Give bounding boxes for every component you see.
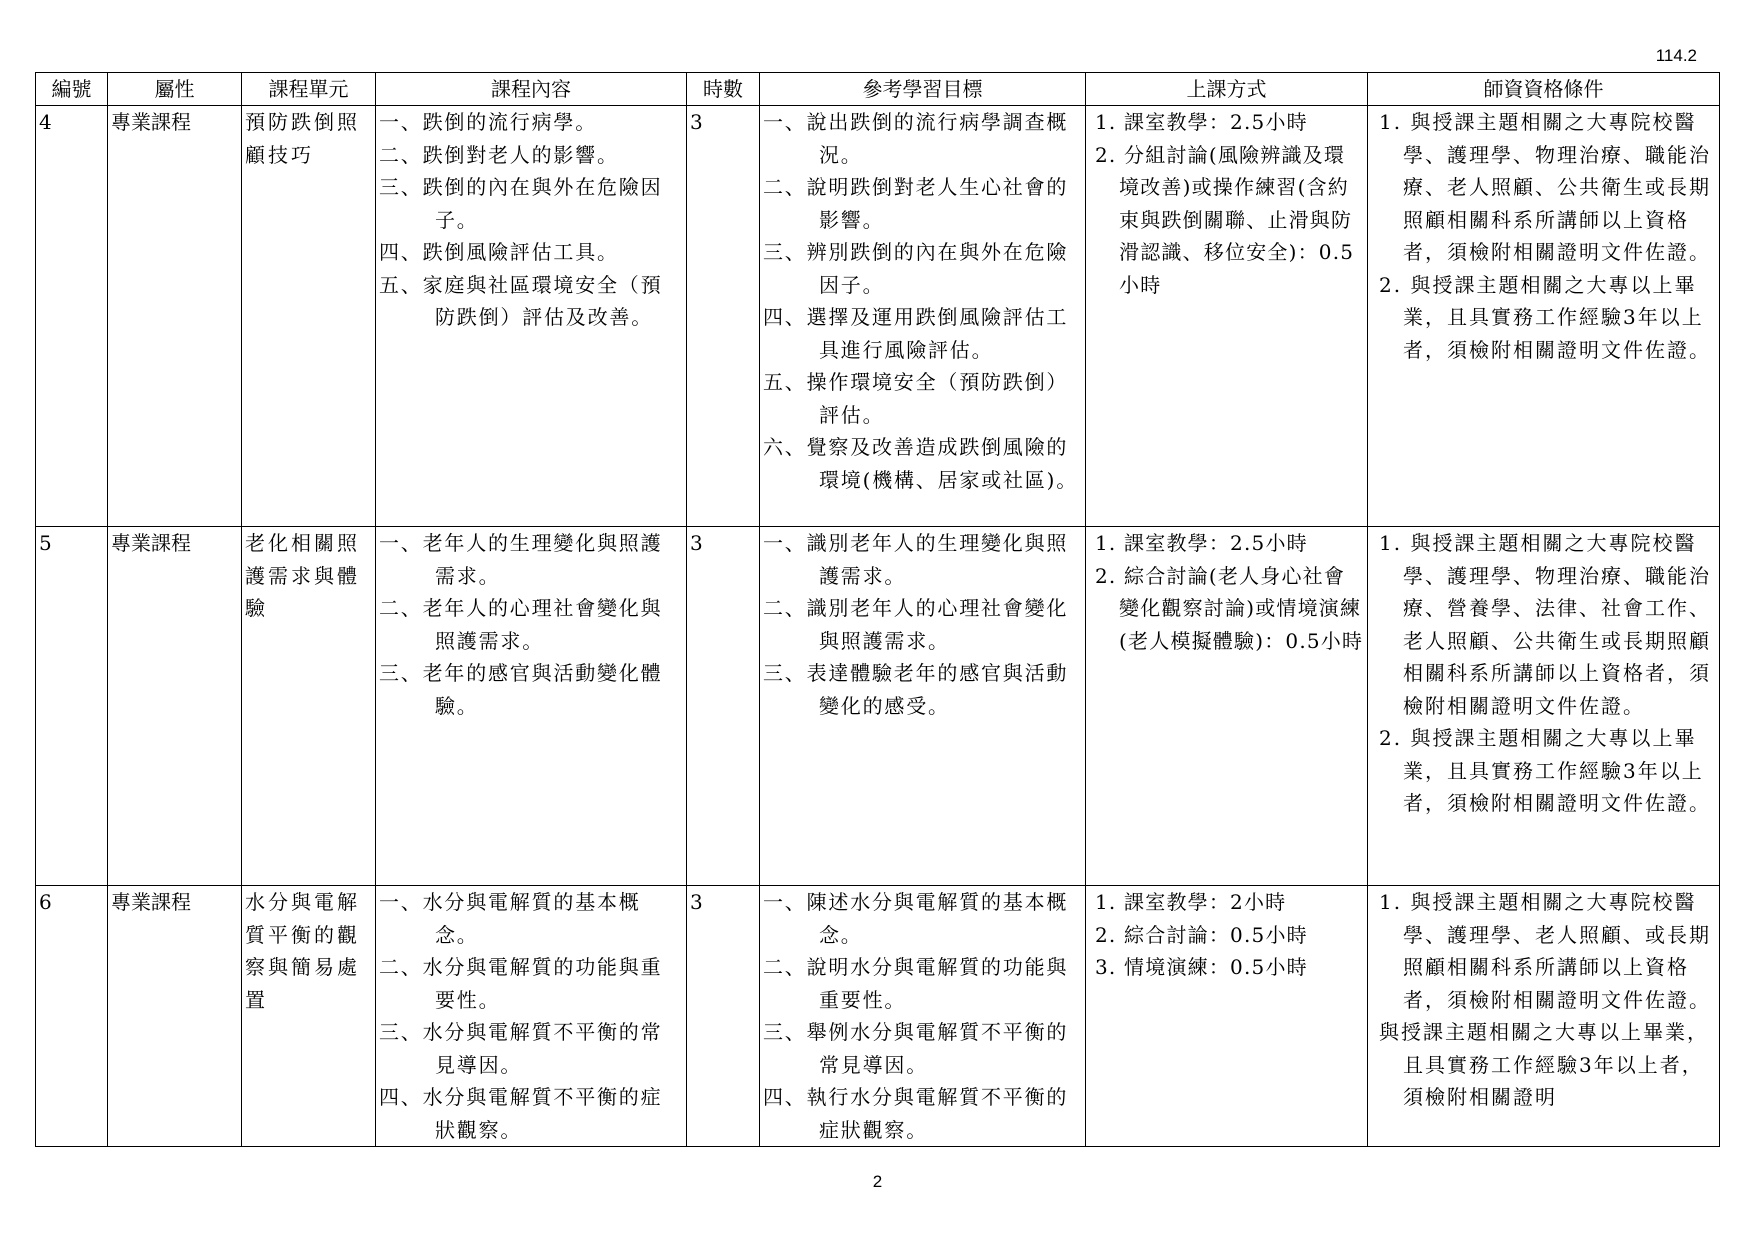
list-item: 三、跌倒的內在與外在危險因子。 [379,175,663,232]
list-item: 2. 綜合討論(老人身心社會變化觀察討論)或情境演練(老人模擬體驗)：0.5小時 [1095,563,1364,653]
list-item: 1. 課室教學：2.5小時 [1095,531,1308,555]
list-item: 1. 與授課主題相關之大專院校醫學、護理學、物理治療、職能治療、老人照顧、公共衛生或長期照顧相關科系所講師以上資格者，須檢附相關證明文件佐證。 [1379,110,1711,264]
row-method [1086,886,1368,1147]
list-item: 2. 分組討論(風險辨識及環境改善)或操作練習(含約束與跌倒關聯、止滑與防滑認識、移位安全)：0.5小時 [1095,142,1355,297]
list-item: 四、水分與電解質不平衡的症狀觀察。 [379,1085,663,1142]
table-row [36,106,1720,527]
list-item: 二、說明跌倒對老人生心社會的影響。 [763,175,1069,232]
row-content [376,106,687,527]
list-item: 2. 與授課主題相關之大專以上畢業，且具實務工作經驗3年以上者，須檢附相關證明文件佐證。 [1379,272,1711,362]
header-unit: 課程單元 [242,73,376,106]
list-item: 六、覺察及改善造成跌倒風險的環境(機構、居家或社區)。 [763,435,1079,492]
header-hours: 時數 [687,73,760,106]
list-item: 四、跌倒風險評估工具。 [379,240,619,264]
header-method: 上課方式 [1086,73,1368,106]
list-item: 一、陳述水分與電解質的基本概念。 [763,890,1069,947]
list-item: 五、操作環境安全（預防跌倒）評估。 [763,370,1069,427]
page-number: 2 [872,1172,883,1191]
header-no: 編號 [36,73,108,106]
list-item: 三、辨別跌倒的內在與外在危險因子。 [763,240,1069,297]
list-item: 1. 課室教學：2小時 [1095,890,1287,914]
course-table [35,72,1720,1147]
list-item: 一、老年人的生理變化與照護需求。 [379,531,663,588]
list-item: 三、水分與電解質不平衡的常見導因。 [379,1020,663,1077]
list-item: 二、水分與電解質的功能與重要性。 [379,955,663,1012]
row-goals [760,886,1086,1147]
list-item: 二、識別老年人的心理社會變化與照護需求。 [763,596,1069,653]
row-attr: 專業課程 [108,106,242,527]
row-hours: 3 [687,106,760,527]
list-item: 與授課主題相關之大專以上畢業，且具實務工作經驗3年以上者，須檢附相關證明 [1379,1020,1709,1109]
row-attr: 專業課程 [108,886,242,1147]
row-content [376,886,687,1147]
list-item: 三、舉例水分與電解質不平衡的常見導因。 [763,1020,1069,1077]
header-goals: 參考學習目標 [760,73,1086,106]
row-content [376,527,687,886]
row-method [1086,527,1368,886]
header-qualification: 師資資格條件 [1368,73,1720,106]
version-label: 114.2 [1655,46,1697,65]
list-item: 二、老年人的心理社會變化與照護需求。 [379,596,663,653]
row-qualification [1368,886,1720,1147]
list-item: 2. 綜合討論：0.5小時 [1095,922,1308,947]
list-item: 四、選擇及運用跌倒風險評估工具進行風險評估。 [763,305,1069,362]
header-content: 課程內容 [376,73,687,106]
list-item: 四、執行水分與電解質不平衡的症狀觀察。 [763,1085,1069,1142]
list-item: 三、老年的感官與活動變化體驗。 [379,661,663,718]
list-item: 一、說出跌倒的流行病學調查概況。 [763,110,1069,167]
table-row [36,527,1720,886]
list-item: 五、家庭與社區環境安全（預防跌倒）評估及改善。 [379,272,663,329]
row-no: 5 [36,527,108,886]
row-goals [760,106,1086,527]
list-item: 1. 課室教學：2.5小時 [1095,110,1308,134]
list-item: 2. 與授課主題相關之大專以上畢業，且具實務工作經驗3年以上者，須檢附相關證明文件佐證。 [1379,726,1711,815]
row-attr: 專業課程 [108,527,242,886]
row-qualification [1368,527,1720,886]
table-row [36,886,1720,1147]
row-method [1086,106,1368,527]
list-item: 二、說明水分與電解質的功能與重要性。 [763,955,1069,1012]
list-item: 1. 與授課主題相關之大專院校醫學、護理學、老人照顧、或長期照顧相關科系所講師以上資格者，須檢附相關證明文件佐證。 [1379,890,1711,1012]
row-hours: 3 [687,527,760,886]
list-item: 一、識別老年人的生理變化與照護需求。 [763,531,1069,588]
list-item: 一、水分與電解質的基本概念。 [379,890,641,947]
list-item: 3. 情境演練：0.5小時 [1095,955,1308,979]
list-item: 1. 與授課主題相關之大專院校醫學、護理學、物理治療、職能治療、營養學、法律、社會工作、老人照顧、公共衛生或長期照顧相關科系所講師以上資格者，須檢附相關證明文件佐證。 [1379,531,1711,718]
row-goals [760,527,1086,886]
row-no: 6 [36,886,108,1147]
list-item: 一、跌倒的流行病學。 [379,110,597,134]
row-qualification [1368,106,1720,527]
table-header-row [36,73,1720,106]
row-hours: 3 [687,886,760,1147]
row-unit: 老化相關照護需求與體驗 [242,527,376,886]
row-no: 4 [36,106,108,527]
header-attr: 屬性 [108,73,242,106]
list-item: 二、跌倒對老人的影響。 [379,142,619,167]
row-unit: 預防跌倒照顧技巧 [242,106,376,527]
list-item: 三、表達體驗老年的感官與活動變化的感受。 [763,661,1069,718]
row-unit: 水分與電解質平衡的觀察與簡易處置 [242,886,376,1147]
